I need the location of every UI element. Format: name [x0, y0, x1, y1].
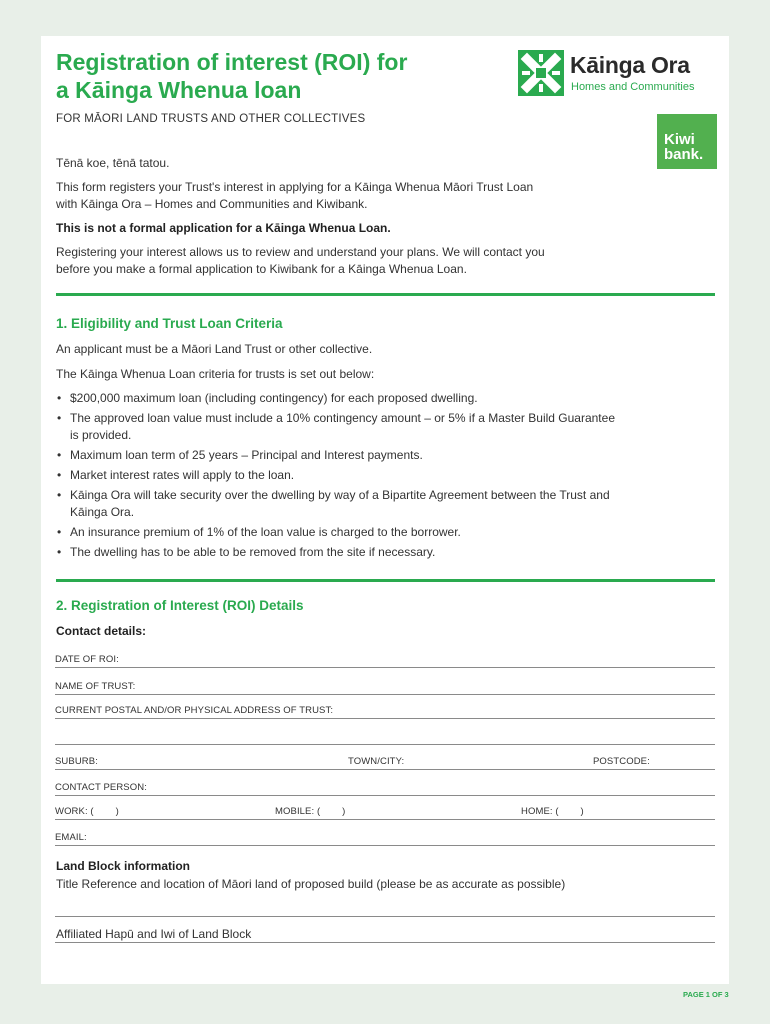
contact-person-label: CONTACT PERSON:	[55, 782, 147, 793]
land-block-heading: Land Block information	[56, 859, 191, 873]
address-line-2-field[interactable]	[55, 722, 715, 745]
suburb-label: SUBURB:	[55, 756, 98, 767]
title-reference-instruction: Title Reference and location of Māori land of proposed build (please be as accurate as possible)	[56, 877, 566, 891]
mobile-phone-label: MOBILE: ( )	[275, 806, 346, 817]
date-of-roi-label: DATE OF ROI:	[55, 654, 119, 665]
work-phone-label: WORK: ( )	[55, 806, 119, 817]
email-label: EMAIL:	[55, 832, 87, 843]
criteria-item-text: The dwelling has to be able to be removed from the site if necessary.	[70, 545, 436, 559]
intro-paragraph-2	[56, 244, 716, 278]
home-phone-label: HOME: ( )	[521, 806, 584, 817]
list-item	[56, 544, 696, 561]
page-subtitle: FOR MĀORI LAND TRUSTS AND OTHER COLLECTIVES	[56, 113, 366, 125]
intro-paragraph-1	[56, 179, 716, 213]
section-1-heading: 1. Eligibility and Trust Loan Criteria	[56, 316, 283, 331]
affiliated-hapu-iwi-label: Affiliated Hapū and Iwi of Land Block	[56, 927, 252, 941]
page-title	[56, 48, 407, 104]
contact-details-heading: Contact details:	[56, 624, 147, 638]
kiwibank-logo-line-1: Kiwi	[664, 131, 695, 148]
criteria-item-text: Market interest rates will apply to the loan.	[70, 468, 295, 482]
email-field[interactable]	[55, 823, 715, 846]
intro-p1-line-1: This form registers your Trust's interest in applying for a Kāinga Whenua Māori Trust Loan	[56, 180, 534, 194]
form-page	[41, 36, 729, 984]
criteria-item-text: Kāinga Ora.	[70, 505, 135, 519]
date-of-roi-field[interactable]	[55, 645, 715, 668]
criteria-item-text: An insurance premium of 1% of the loan value is charged to the borrower.	[70, 525, 461, 539]
section-divider	[56, 293, 715, 296]
kainga-ora-tagline: Homes and Communities	[571, 81, 695, 93]
intro-p2-line-2: before you make a formal application to Kiwibank for a Kāinga Whenua Loan.	[56, 262, 467, 276]
suburb-town-postcode-row	[55, 747, 715, 770]
list-item	[56, 390, 696, 407]
postcode-label: POSTCODE:	[593, 756, 650, 767]
contact-person-field[interactable]	[55, 773, 715, 796]
address-field[interactable]	[55, 696, 715, 719]
kainga-ora-logo	[518, 50, 718, 100]
page-number: PAGE 1 OF 3	[683, 990, 729, 999]
affiliated-hapu-iwi-field[interactable]	[55, 921, 715, 943]
title-line-1: Registration of interest (ROI) for	[56, 49, 408, 75]
criteria-item-text: is provided.	[70, 428, 132, 442]
criteria-item-text: The approved loan value must include a 10% contingency amount – or 5% if a Master Build Guarantee	[70, 411, 615, 425]
list-item	[56, 467, 696, 484]
section-2-heading: 2. Registration of Interest (ROI) Details	[56, 598, 304, 613]
criteria-list	[56, 390, 696, 564]
criteria-intro: The Kāinga Whenua Loan criteria for trusts is set out below:	[56, 367, 375, 381]
criteria-item-text: Kāinga Ora will take security over the dwelling by way of a Bipartite Agreement between the Trust and	[70, 488, 610, 502]
kainga-ora-mark-icon	[518, 50, 564, 96]
town-city-label: TOWN/CITY:	[348, 756, 405, 767]
list-item	[56, 447, 696, 464]
address-label: CURRENT POSTAL AND/OR PHYSICAL ADDRESS OF TRUST:	[55, 705, 334, 716]
intro-p1-line-2: with Kāinga Ora – Homes and Communities and Kiwibank.	[56, 197, 368, 211]
kainga-ora-name: Kāinga Ora	[570, 52, 690, 78]
criteria-item-text: $200,000 maximum loan (including contingency) for each proposed dwelling.	[70, 391, 478, 405]
list-item	[56, 410, 696, 444]
formal-application-notice: This is not a formal application for a Kāinga Whenua Loan.	[56, 221, 391, 235]
greeting: Tēnā koe, tēnā tatou.	[56, 156, 170, 170]
section-divider	[56, 579, 715, 582]
title-reference-field[interactable]	[55, 894, 715, 917]
kiwibank-logo-line-2: bank.	[664, 146, 704, 163]
trust-name-field[interactable]	[55, 672, 715, 695]
trust-name-label: NAME OF TRUST:	[55, 681, 136, 692]
intro-p2-line-1: Registering your interest allows us to review and understand your plans. We will contact you	[56, 245, 545, 259]
list-item	[56, 487, 696, 521]
eligibility-paragraph: An applicant must be a Māori Land Trust or other collective.	[56, 342, 373, 356]
criteria-item-text: Maximum loan term of 25 years – Principal and Interest payments.	[70, 448, 423, 462]
list-item	[56, 524, 696, 541]
title-line-2: a Kāinga Whenua loan	[56, 77, 302, 103]
phone-numbers-row	[55, 797, 715, 820]
